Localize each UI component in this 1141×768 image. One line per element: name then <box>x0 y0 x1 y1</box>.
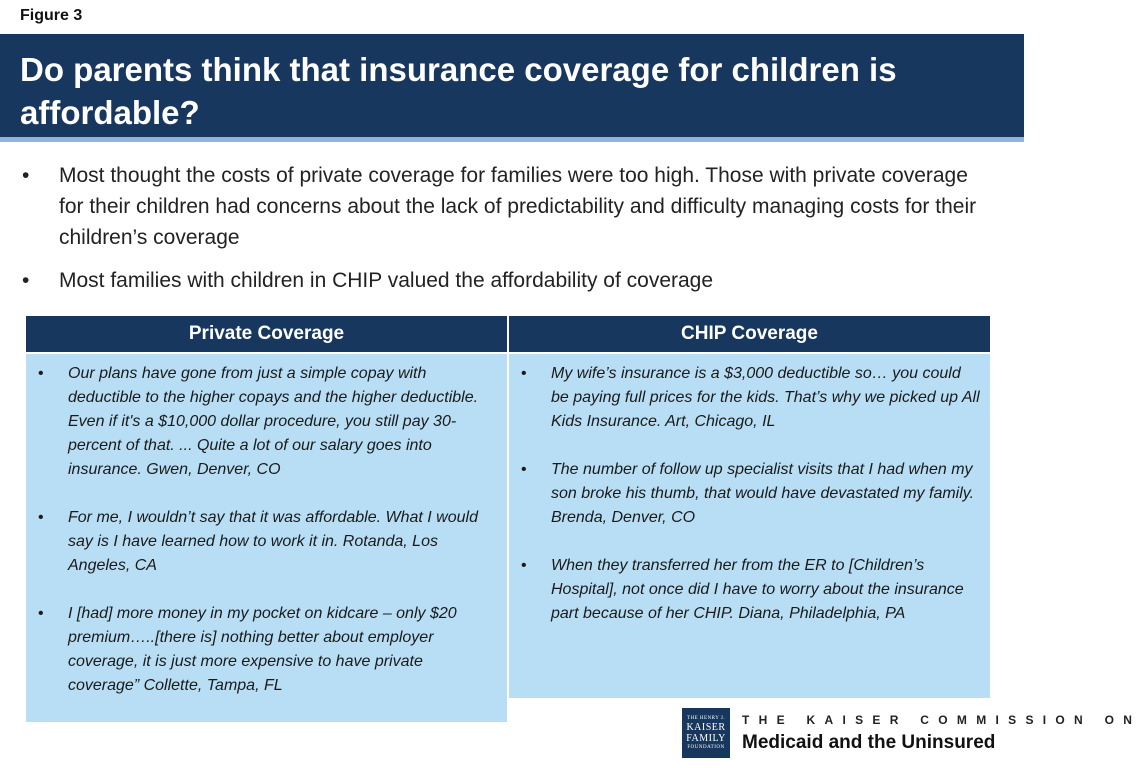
page-title: Do parents think that insurance coverage for children is affordable? <box>20 51 897 131</box>
chip-coverage-column <box>509 316 990 698</box>
bullet-marker: • <box>521 557 527 574</box>
logo-line: THE HENRY J. <box>686 716 726 721</box>
bullet-marker: • <box>521 365 527 382</box>
summary-bullet <box>20 265 980 296</box>
quote-item <box>36 602 497 698</box>
quote-text: The number of follow up specialist visits that I had when my son broke his thumb, that would have devastated my family. Brenda, Denver, CO <box>551 461 975 526</box>
bullet-marker: • <box>38 509 44 526</box>
bullet-marker: • <box>521 461 527 478</box>
summary-bullet-text: Most thought the costs of private coverage for families were too high. Those with private coverage for their children had concerns about the lack of predictability and difficulty managing costs for their children’s coverage <box>59 164 977 249</box>
summary-bullets <box>20 160 980 308</box>
chip-coverage-quotes <box>509 354 990 698</box>
footer-branding <box>682 708 1141 760</box>
bullet-marker: • <box>22 164 30 187</box>
figure-label: Figure 3 <box>20 7 83 24</box>
private-coverage-header: Private Coverage <box>26 316 507 352</box>
bullet-marker: • <box>38 605 44 622</box>
quote-text: I [had] more money in my pocket on kidcare – only $20 premium…..[there is] nothing better about employer coverage, it is just more expensive to have private coverage” Collette, Tampa, FL <box>68 605 457 694</box>
quote-item <box>519 554 980 626</box>
quote-text: Our plans have gone from just a simple copay with deductible to the higher copays and the higher deductible. Even if it's a $10,000 dollar procedure, you still pay 30-percent of that. ... Quite a lot of our salary goes into insurance. Gwen, Denver, CO <box>68 365 479 478</box>
bullet-marker: • <box>22 269 30 292</box>
logo-line: KAISER <box>686 722 726 733</box>
quote-item <box>36 506 497 578</box>
summary-bullet <box>20 160 980 253</box>
quote-text: For me, I wouldn’t say that it was affordable. What I would say is I have learned how to work it in. Rotanda, Los Angeles, CA <box>68 509 478 574</box>
quote-item <box>519 362 980 434</box>
bullet-marker: • <box>38 365 44 382</box>
commission-name-top: THE KAISER COMMISSION ON <box>742 713 1141 727</box>
summary-bullet-text: Most families with children in CHIP valued the affordability of coverage <box>59 269 714 292</box>
quotes-table <box>26 316 990 698</box>
title-banner <box>0 34 1024 142</box>
logo-line: FOUNDATION <box>687 745 725 750</box>
private-coverage-quotes <box>26 354 507 722</box>
logo-line: FAMILY <box>686 733 726 744</box>
chip-coverage-header: CHIP Coverage <box>509 316 990 352</box>
commission-name-main: Medicaid and the Uninsured <box>742 732 996 753</box>
quote-text: My wife’s insurance is a $3,000 deductible so… you could be paying full prices for the kids. That’s why we picked up All Kids Insurance. Art, Chicago, IL <box>551 365 980 430</box>
kff-logo <box>682 708 730 758</box>
quote-text: When they transferred her from the ER to [Children’s Hospital], not once did I have to worry about the insurance part because of her CHIP. Diana, Philadelphia, PA <box>551 557 964 622</box>
quote-item <box>36 362 497 482</box>
private-coverage-column <box>26 316 507 698</box>
quote-item <box>519 458 980 530</box>
